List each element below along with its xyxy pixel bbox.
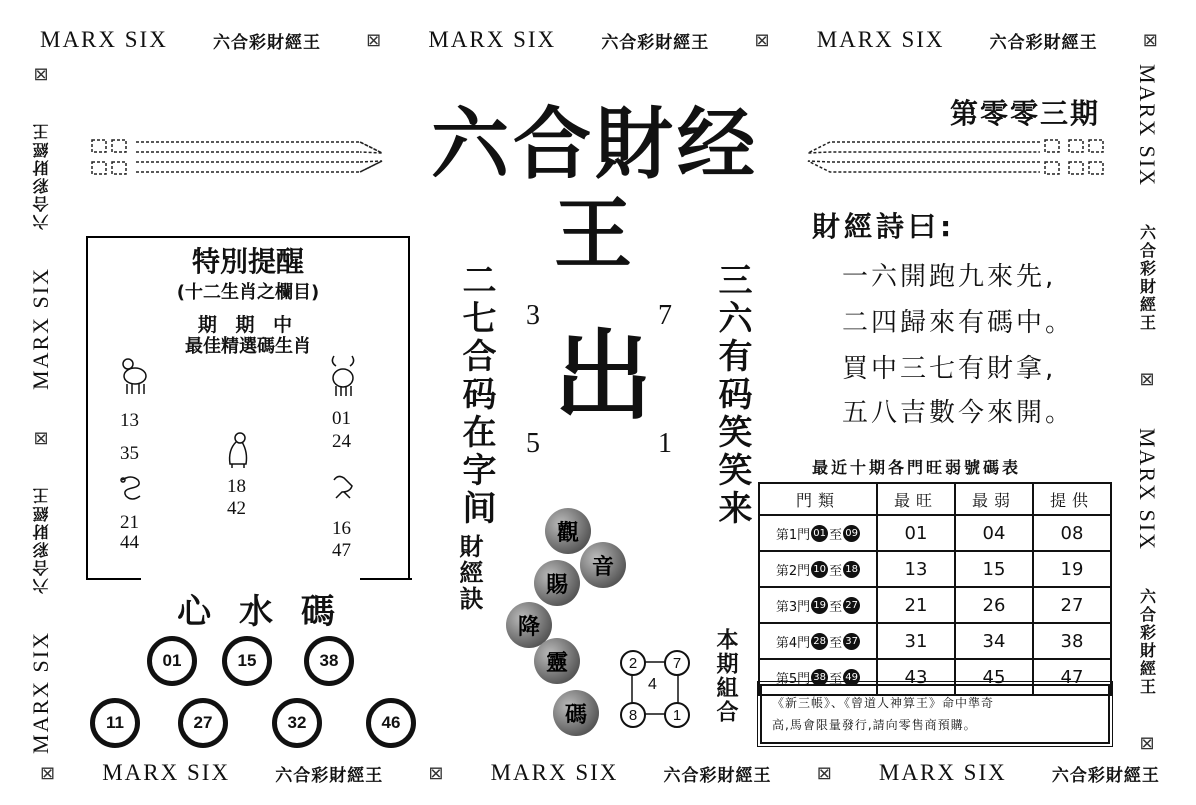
note-line: 高,馬會限量發行,請向零售商預購。 (772, 718, 977, 732)
poem-line: 五八吉數今來開。 (842, 398, 1075, 428)
reminder-box-edge (86, 578, 141, 580)
table-header: 門類 (759, 483, 877, 515)
range-to: 27 (843, 597, 860, 614)
goat-icon (328, 352, 358, 398)
zodiac-number: 13 (120, 410, 139, 431)
zodiac-number: 47 (332, 540, 351, 561)
border-symbol-icon: ⊠ (33, 427, 49, 449)
border-cn-text: 六合彩財經王 (1051, 765, 1160, 786)
border-marx-text: MARX SIX (28, 267, 53, 391)
border-cn-text: 六合彩財經王 (989, 32, 1098, 53)
border-cn-text: 六合彩財經王 (601, 32, 710, 53)
right-arrow-icon (90, 136, 390, 182)
range-from: 19 (811, 597, 828, 614)
issue-number: 第零零三期 (950, 97, 1101, 130)
number-ball: 46 (366, 698, 416, 748)
door-label: 第2門 (775, 563, 811, 579)
door-cell (759, 515, 877, 551)
combo-number: 1 (664, 702, 690, 728)
left-arrow-icon (800, 136, 1105, 182)
dog-icon (222, 430, 252, 470)
zodiac-number: 18 (227, 476, 246, 497)
hot-cell: 21 (877, 587, 955, 623)
border-symbol-icon: ⊠ (1139, 732, 1155, 754)
door-label: 第1門 (775, 527, 811, 543)
cold-cell: 04 (955, 515, 1033, 551)
range-to-label: 至 (829, 527, 843, 543)
door-label: 第4門 (775, 635, 811, 651)
number-ball: 38 (304, 636, 354, 686)
heart-water-title: 心 水 碼 (177, 592, 343, 632)
cold-cell: 26 (955, 587, 1033, 623)
formula-ball: 賜 (534, 560, 580, 606)
poem-line: 買中三七有財拿, (842, 354, 1057, 384)
bottom-border (40, 755, 1160, 791)
riddle-left-column: 二七合码在字间 (456, 262, 496, 528)
range-to: 18 (843, 561, 860, 578)
hot-cell: 43 (877, 659, 955, 695)
reminder-box-edge (360, 578, 412, 580)
border-marx-text: MARX SIX (428, 27, 557, 52)
range-from: 38 (811, 669, 828, 686)
border-marx-text: MARX SIX (816, 27, 945, 52)
right-border (1130, 64, 1164, 754)
door-cell (759, 551, 877, 587)
offer-cell: 27 (1033, 587, 1111, 623)
range-to-label: 至 (829, 563, 843, 579)
door-cell (759, 623, 877, 659)
hot-cell: 13 (877, 551, 955, 587)
border-symbol-icon: ⊠ (1142, 29, 1160, 51)
reminder-title: 特別提醒 (191, 245, 304, 278)
border-marx-text: MARX SIX (490, 760, 619, 785)
reminder-line1: 期 期 中 (197, 314, 299, 336)
zodiac-number: 01 (332, 408, 351, 429)
left-border (24, 64, 58, 754)
border-marx-text: MARX SIX (40, 27, 168, 52)
door-cell (759, 587, 877, 623)
combo-label: 本期組合 (713, 628, 738, 724)
combo-number: 7 (664, 650, 690, 676)
number-ball: 32 (272, 698, 322, 748)
border-symbol-icon: ⊠ (1139, 369, 1155, 391)
horse-icon (330, 472, 356, 500)
top-border (40, 22, 1160, 58)
table-row (759, 623, 1111, 659)
sheep-icon (118, 354, 152, 396)
table-header-row (759, 483, 1111, 515)
border-marx-text: MARX SIX (878, 760, 1007, 785)
note-line: 《新三帳》、《曾道人神算王》命中準奇 (772, 696, 995, 710)
offer-cell: 19 (1033, 551, 1111, 587)
cold-cell: 34 (955, 623, 1033, 659)
zodiac-number: 21 (120, 512, 139, 533)
page-title: 六合財经王 (430, 100, 759, 280)
snake-icon (118, 474, 144, 502)
border-marx-text: MARX SIX (102, 760, 231, 785)
border-cn-text: 六合彩財經王 (31, 122, 51, 231)
border-cn-text: 六合彩財經王 (1137, 224, 1157, 333)
formula-ball: 靈 (534, 638, 580, 684)
table-row (759, 515, 1111, 551)
range-to-label: 至 (829, 671, 843, 687)
zodiac-number: 35 (120, 443, 139, 464)
offer-cell: 47 (1033, 659, 1111, 695)
poem-title: 財經詩曰: (812, 210, 956, 243)
formula-ball: 音 (580, 542, 626, 588)
border-marx-text: MARX SIX (1135, 427, 1160, 551)
number-ball: 15 (222, 636, 272, 686)
combo-number: 2 (620, 650, 646, 676)
border-symbol-icon: ⊠ (366, 29, 384, 51)
border-symbol-icon: ⊠ (33, 64, 49, 85)
riddle-number: 1 (658, 428, 672, 459)
formula-label: 財經訣 (455, 534, 483, 612)
table-title: 最近十期各門旺弱號碼表 (812, 458, 1022, 477)
range-from: 10 (811, 561, 828, 578)
range-from: 28 (811, 633, 828, 650)
door-label: 第3門 (775, 599, 811, 615)
formula-ball: 碼 (553, 690, 599, 736)
cold-cell: 15 (955, 551, 1033, 587)
door-stats-table (758, 482, 1112, 696)
border-cn-text: 六合彩財經王 (663, 765, 772, 786)
table-row (759, 587, 1111, 623)
table-header: 最旺 (877, 483, 955, 515)
combo-number: 8 (620, 702, 646, 728)
promo-note (760, 684, 1110, 744)
riddle-number: 3 (526, 300, 540, 331)
border-symbol-icon: ⊠ (816, 762, 834, 784)
combo-center-number: 4 (648, 676, 657, 693)
door-label: 第5門 (775, 671, 811, 687)
riddle-number: 7 (658, 300, 672, 331)
number-ball: 27 (178, 698, 228, 748)
zodiac-number: 42 (227, 498, 246, 519)
zodiac-number: 24 (332, 431, 351, 452)
reminder-subtitle: (十二生肖之欄目) (176, 282, 320, 303)
border-cn-text: 六合彩財經王 (275, 765, 384, 786)
reminder-line2: 最佳精選碼生肖 (185, 336, 311, 357)
table-header: 提供 (1033, 483, 1111, 515)
hot-cell: 01 (877, 515, 955, 551)
number-ball: 11 (90, 698, 140, 748)
zodiac-number: 16 (332, 518, 351, 539)
table-header: 最弱 (955, 483, 1033, 515)
range-to: 37 (843, 633, 860, 650)
border-symbol-icon: ⊠ (40, 762, 58, 784)
riddle-right-column: 三六有码笑笑来 (712, 262, 752, 528)
riddle-character: 出 (553, 320, 652, 434)
border-cn-text: 六合彩財經王 (31, 485, 51, 594)
poem-line: 一六開跑九來先, (842, 262, 1057, 292)
border-symbol-icon: ⊠ (754, 29, 772, 51)
formula-ball: 降 (506, 602, 552, 648)
poem-line: 二四歸來有碼中。 (842, 308, 1075, 338)
number-ball: 01 (147, 636, 197, 686)
border-marx-text: MARX SIX (28, 630, 53, 754)
cold-cell: 45 (955, 659, 1033, 695)
offer-cell: 08 (1033, 515, 1111, 551)
border-marx-text: MARX SIX (1135, 64, 1160, 187)
border-cn-text: 六合彩財經王 (1137, 587, 1157, 696)
table-row (759, 551, 1111, 587)
range-to: 49 (843, 669, 860, 686)
border-symbol-icon: ⊠ (428, 762, 446, 784)
border-cn-text: 六合彩財經王 (212, 32, 321, 53)
zodiac-number: 44 (120, 532, 139, 553)
riddle-number: 5 (526, 428, 540, 459)
range-from: 01 (811, 525, 828, 542)
range-to-label: 至 (829, 635, 843, 651)
formula-ball: 觀 (545, 508, 591, 554)
offer-cell: 38 (1033, 623, 1111, 659)
range-to-label: 至 (829, 599, 843, 615)
hot-cell: 31 (877, 623, 955, 659)
range-to: 09 (843, 525, 860, 542)
